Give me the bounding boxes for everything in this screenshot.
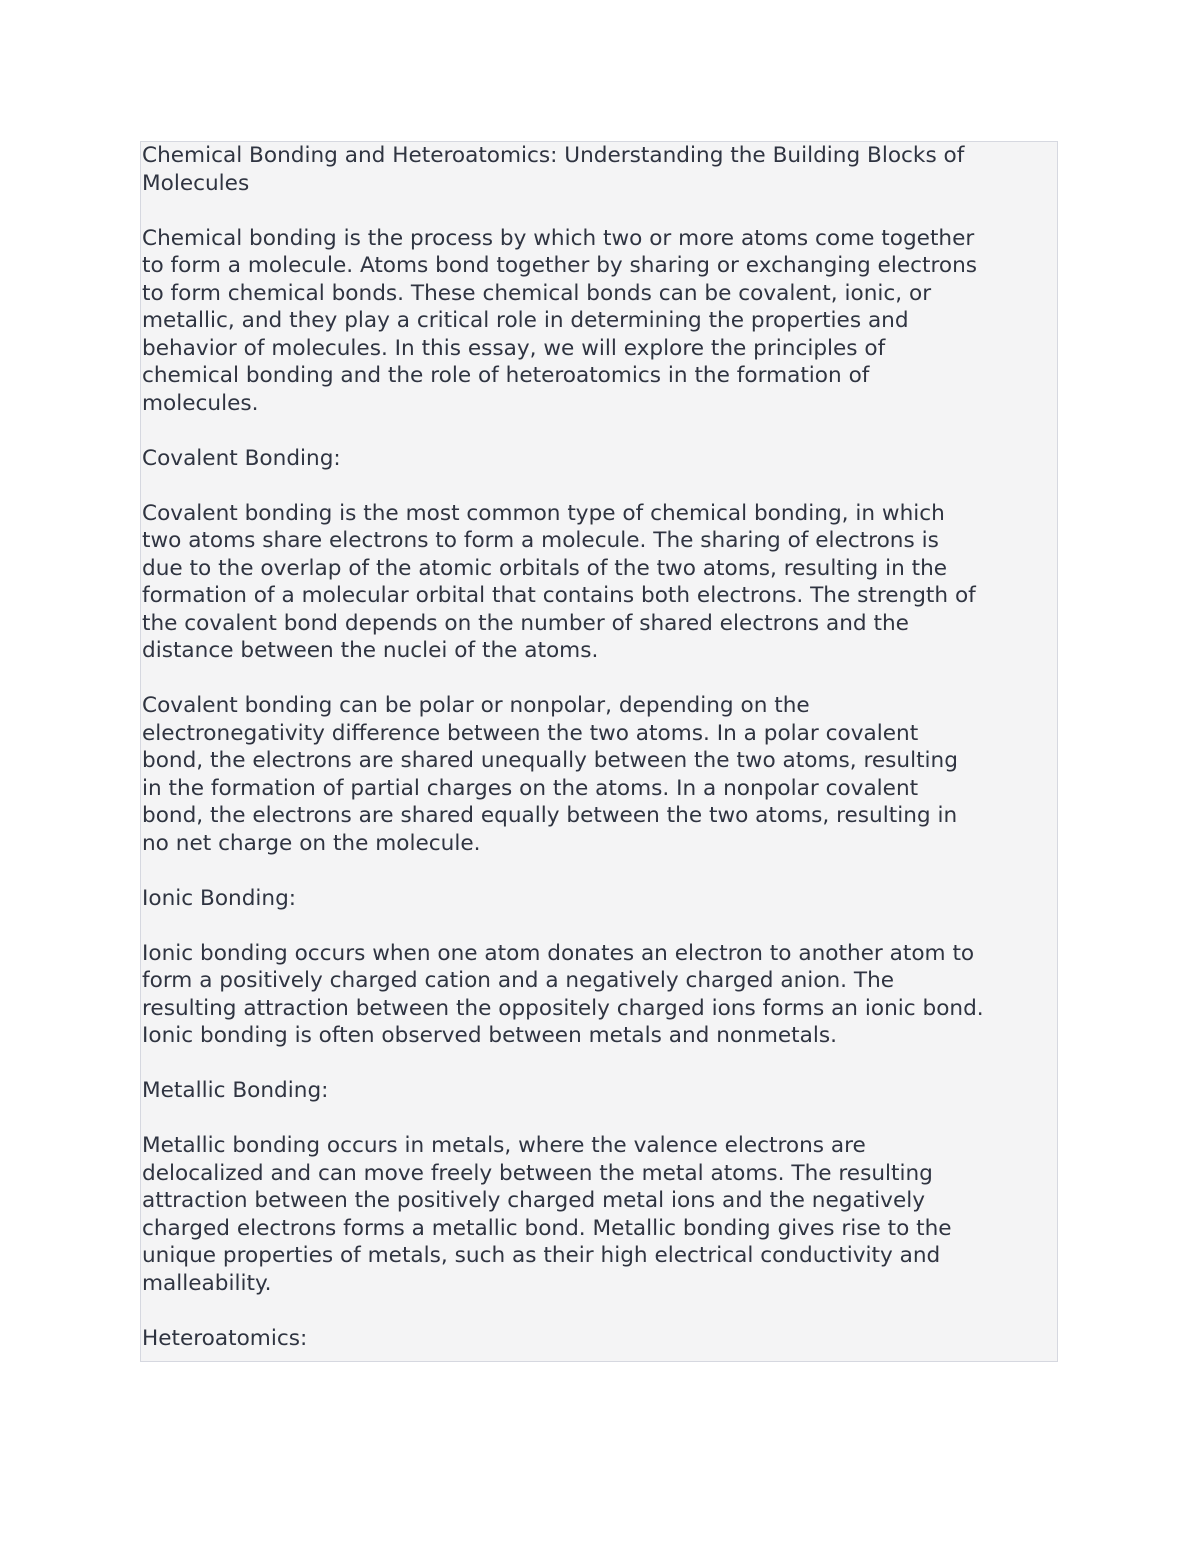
document-text-box [140,141,1058,1362]
document-body-text: Chemical Bonding and Heteroatomics: Understanding the Building Blocks of Molecules Chemical bonding is the process by which two or more atoms come together to form a molecule. Atoms bond together by sharing or exchanging electrons to form chemical bonds. These chemical bonds can be covalent, ionic, or metallic, and they play a critical role in determining the properties and behavior of molecules. In this essay, we will explore the principles of chemical bonding and the role of heteroatomics in the formation of molecules. Covalent Bonding: Covalent bonding is the most common type of chemical bonding, in which two atoms share electrons to form a molecule. The sharing of electrons is due to the overlap of the atomic orbitals of the two atoms, resulting in the formation of a molecular orbital that contains both electrons. The strength of the covalent bond depends on the number of shared electrons and the distance between the nuclei of the atoms. Covalent bonding can be polar or nonpolar, depending on the electronegativity difference between the two atoms. In a polar covalent bond, the electrons are shared unequally between the two atoms, resulting in the formation of partial charges on the atoms. In a nonpolar covalent bond, the electrons are shared equally between the two atoms, resulting in no net charge on the molecule. Ionic Bonding: Ionic bonding occurs when one atom donates an electron to another atom to form a positively charged cation and a negatively charged anion. The resulting attraction between the oppositely charged ions forms an ionic bond. Ionic bonding is often observed between metals and nonmetals. Metallic Bonding: Metallic bonding occurs in metals, where the valence electrons are delocalized and can move freely between the metal atoms. The resulting attraction between the positively charged metal ions and the negatively charged electrons forms a metallic bond. Metallic bonding gives rise to the unique properties of metals, such as their high electrical conductivity and malleability. Heteroatomics: [142,143,984,1351]
